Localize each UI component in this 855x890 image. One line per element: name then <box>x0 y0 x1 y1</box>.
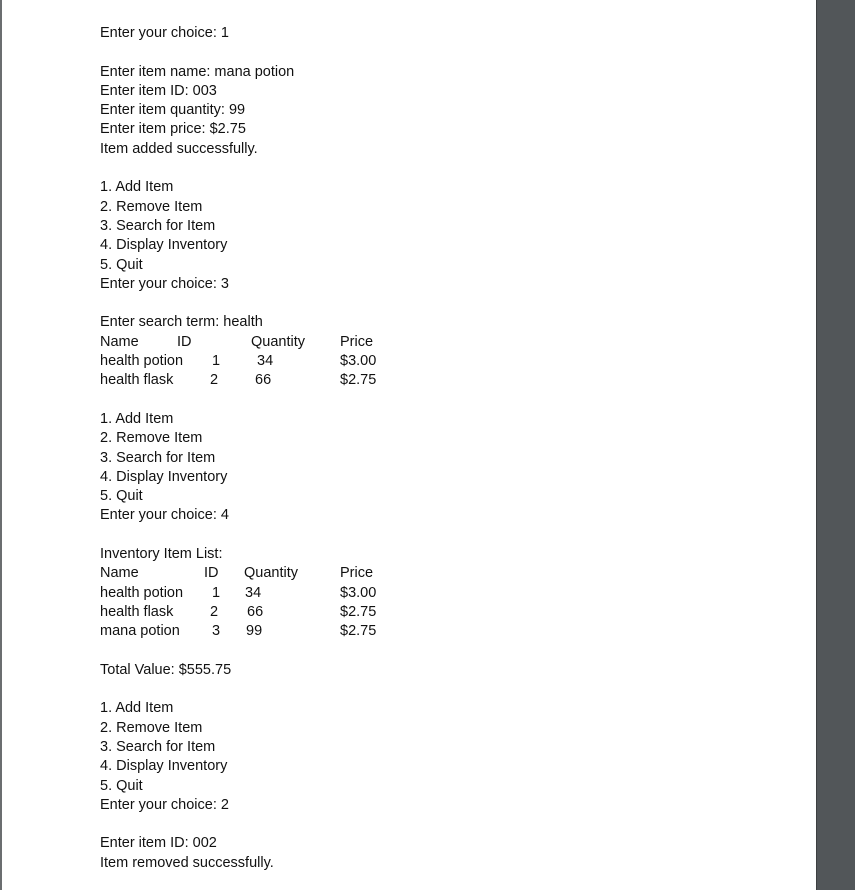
output-line: Enter item ID: 003 <box>100 82 217 99</box>
cell-name: health potion <box>100 353 184 370</box>
cell-quantity: 66 <box>247 603 264 620</box>
output-line: Enter your choice: 1 <box>100 25 229 41</box>
cell-name: health flask <box>100 372 174 389</box>
console-output <box>100 24 377 873</box>
header-name: Name <box>100 333 139 350</box>
blank-line <box>100 642 294 661</box>
output-line: Inventory Item List: <box>100 546 223 563</box>
table-row <box>100 352 377 371</box>
output-line: 3. Search for Item <box>100 217 216 234</box>
output-line: 5. Quit <box>100 488 143 505</box>
output-line: Total Value: $555.75 <box>100 661 232 678</box>
output-line: 3. Search for Item <box>100 449 216 466</box>
output-line: Enter your choice: 3 <box>100 275 229 292</box>
output-line: 4. Display Inventory <box>100 758 228 775</box>
cell-id: 2 <box>210 603 219 620</box>
output-line: Enter search term: health <box>100 314 263 331</box>
header-name: Name <box>100 565 139 582</box>
search-results-table <box>100 333 377 391</box>
cell-price: $3.00 <box>340 353 377 370</box>
table-header-row <box>100 333 374 352</box>
header-quantity: Quantity <box>244 565 298 582</box>
output-line: 1. Add Item <box>100 700 174 717</box>
cell-price: $2.75 <box>340 372 377 389</box>
cell-id: 1 <box>212 584 221 601</box>
cell-price: $3.00 <box>340 584 377 601</box>
cell-quantity: 34 <box>257 353 274 370</box>
inventory-table <box>100 564 377 641</box>
cell-id: 2 <box>210 372 219 389</box>
output-block-2 <box>100 391 294 565</box>
output-line: Enter your choice: 4 <box>100 507 229 524</box>
table-row <box>100 371 377 390</box>
blank-line <box>100 391 294 410</box>
output-line: 5. Quit <box>100 777 143 794</box>
output-line: 1. Add Item <box>100 179 174 196</box>
output-block-1 <box>100 24 294 333</box>
header-quantity: Quantity <box>251 333 305 350</box>
blank-line <box>100 294 294 313</box>
output-line: 4. Display Inventory <box>100 468 228 485</box>
cell-price: $2.75 <box>340 603 377 620</box>
blank-line <box>100 159 294 178</box>
output-line: 3. Search for Item <box>100 738 216 755</box>
output-line: Enter item ID: 002 <box>100 835 217 852</box>
table-row <box>100 584 377 603</box>
cell-id: 1 <box>212 353 221 370</box>
blank-line <box>100 526 294 545</box>
header-id: ID <box>177 333 192 350</box>
output-line: Enter your choice: 2 <box>100 796 229 813</box>
output-line: 1. Add Item <box>100 410 174 427</box>
cell-quantity: 99 <box>246 623 263 640</box>
table-row <box>100 622 377 641</box>
header-price: Price <box>340 565 374 582</box>
header-price: Price <box>340 333 374 350</box>
blank-line <box>100 43 294 62</box>
blank-line <box>100 815 294 834</box>
output-line: 4. Display Inventory <box>100 237 228 254</box>
output-line: Item added successfully. <box>100 140 258 157</box>
output-line: 5. Quit <box>100 256 143 273</box>
output-block-3 <box>100 642 294 874</box>
cell-quantity: 66 <box>255 372 272 389</box>
cell-name: health flask <box>100 603 174 620</box>
output-line: Enter item price: $2.75 <box>100 121 246 138</box>
cell-name: mana potion <box>100 623 180 640</box>
header-id: ID <box>204 565 219 582</box>
cell-quantity: 34 <box>245 584 262 601</box>
table-row <box>100 603 377 622</box>
cell-name: health potion <box>100 584 184 601</box>
cell-price: $2.75 <box>340 623 377 640</box>
table-header-row <box>100 564 374 583</box>
output-line: Enter item name: mana potion <box>100 63 295 80</box>
cell-id: 3 <box>212 623 221 640</box>
output-line: Item removed successfully. <box>100 854 274 871</box>
output-line: Enter item quantity: 99 <box>100 102 246 119</box>
output-line: 2. Remove Item <box>100 430 203 447</box>
output-line: 2. Remove Item <box>100 198 203 215</box>
blank-line <box>100 680 294 699</box>
output-line: 2. Remove Item <box>100 719 203 736</box>
